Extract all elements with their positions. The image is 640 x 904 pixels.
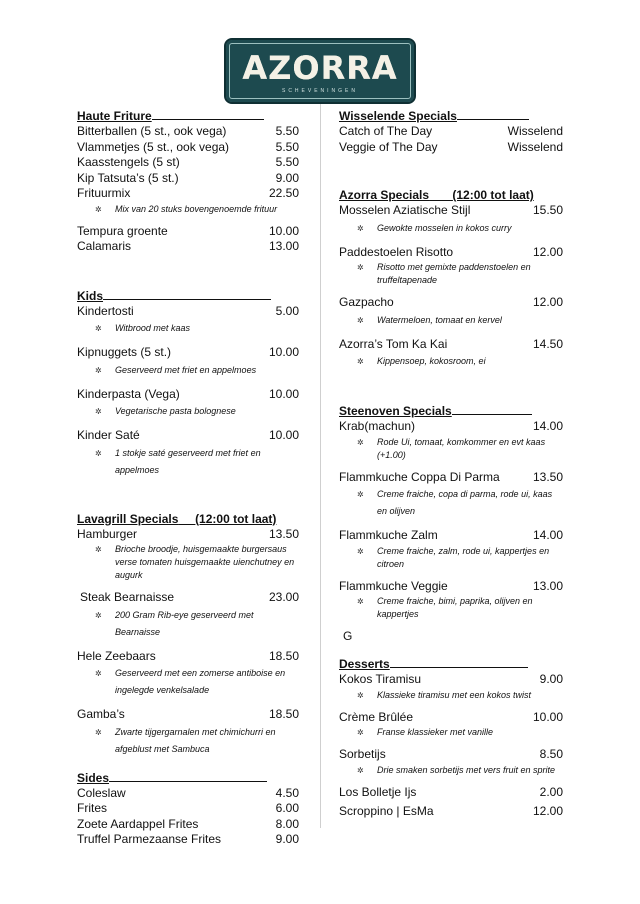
menu-item: Azorra’s Tom Ka Kai 14.50 <box>339 336 563 351</box>
menu-item: Crème Brûlée 10.00 <box>339 709 563 724</box>
item-description: ✲ Creme fraiche, copa di parma, rode ui, kaas en olijven <box>339 486 563 520</box>
item-description: ✲ Drie smaken sorbetijs met vers fruit en sprite <box>357 764 556 775</box>
item-description: ✲ Watermeloen, tomaat en kervel <box>339 312 563 329</box>
menu-item: Calamaris 13.00 <box>77 239 299 253</box>
section-title-haute-friture: Haute Friture <box>77 108 299 124</box>
menu-item: Flammkuche Zalm 14.00 <box>339 528 563 542</box>
section-title-sides: Sides <box>77 770 299 786</box>
item-description: ✲ Kippensoep, kokosroom, ei <box>339 353 563 370</box>
item-description: ✲ Franse klassieker met vanille <box>357 727 494 737</box>
section-title-steenoven: Steenoven Specials <box>339 403 563 419</box>
logo-subtitle: SCHEVENINGEN <box>281 88 358 94</box>
item-description: ✲ Zwarte tijgergarnalen met chimichurri en afgeblust met Sambuca <box>77 724 299 758</box>
leaf-icon: ✲ <box>95 407 102 416</box>
menu-item: Truffel Parmezaanse Frites 9.00 <box>77 832 299 846</box>
item-description: ✲ Creme fraiche, zalm, rode ui, kappertjes en citroen <box>357 545 550 569</box>
menu-item: Steak Bearnaisse 23.00 <box>80 590 299 604</box>
menu-item: Mosselen Aziatische Stijl 15.50 <box>339 203 563 217</box>
section-title-azorra-specials: Azorra Specials (12:00 tot laat) <box>339 188 534 202</box>
menu-item: Krab(machun) 14.00 <box>339 419 563 433</box>
leaf-icon: ✲ <box>357 357 364 366</box>
leaf-icon: ✲ <box>357 546 364 556</box>
column-divider <box>320 104 321 828</box>
menu-right-column <box>339 108 563 820</box>
menu-item: Tempura groente 10.00 <box>77 223 299 238</box>
leaf-icon: ✲ <box>357 490 364 499</box>
menu-item: Gamba’s 18.50 <box>77 707 299 721</box>
menu-item: Kinder Saté 10.00 <box>77 428 299 442</box>
item-description: ✲ Klassieke tiramisu met een kokos twist <box>357 689 532 700</box>
item-description: ✲ Creme fraiche, bimi, paprika, olijven en kappertjes <box>357 596 533 619</box>
stray-letter: G <box>343 629 353 643</box>
leaf-icon: ✲ <box>95 204 102 214</box>
menu-item: Sorbetijs 8.50 <box>339 747 563 761</box>
azorra-logo <box>224 38 416 104</box>
menu-item: Kipnuggets (5 st.) 10.00 <box>77 345 299 359</box>
leaf-icon: ✲ <box>95 727 102 737</box>
leaf-icon: ✲ <box>357 690 364 700</box>
item-description: ✲ 200 Gram Rib-eye geserveerd met Bearnaisse <box>77 607 299 641</box>
item-description: ✲ Risotto met gemixte paddenstoelen en truffeltapenade <box>357 262 531 285</box>
section-title-kids: Kids <box>77 288 299 304</box>
menu-item: Hamburger 13.50 <box>77 526 299 541</box>
section-title-wisselende: Wisselende Specials <box>339 108 563 124</box>
menu-item: Los Bolletje Ijs 2.00 <box>339 784 563 799</box>
leaf-icon: ✲ <box>357 765 364 775</box>
leaf-icon: ✲ <box>357 437 364 447</box>
item-description: ✲ Witbrood met kaas <box>77 320 299 337</box>
menu-item: Vlammetjes (5 st., ook vega) 5.50 <box>77 139 299 154</box>
item-description: ✲ Geserveerd met friet en appelmoes <box>77 362 299 379</box>
menu-item: Kaasstengels (5 st) 5.50 <box>77 155 299 169</box>
item-description: ✲ 1 stokje saté geserveerd met friet en appelmoes <box>77 445 299 479</box>
menu-item: Hele Zeebaars 18.50 <box>77 648 299 663</box>
leaf-icon: ✲ <box>95 365 102 375</box>
menu-item: Veggie of The Day Wisselend <box>339 139 563 154</box>
menu-item: Coleslaw 4.50 <box>77 785 299 800</box>
menu-item: Frites 6.00 <box>77 801 299 815</box>
leaf-icon: ✲ <box>357 223 364 233</box>
item-description: ✲ Mix van 20 stuks bovengenoemde frituur <box>95 203 278 214</box>
leaf-icon: ✲ <box>95 610 102 620</box>
leaf-icon: ✲ <box>95 545 102 554</box>
item-description: ✲ Gewokte mosselen in kokos curry <box>339 220 563 237</box>
menu-item: Kindertosti 5.00 <box>77 303 299 318</box>
item-description: ✲ Geserveerd met een zomerse antiboise en ingelegde venkelsalade <box>77 665 299 699</box>
menu-item: Zoete Aardappel Frites 8.00 <box>77 816 299 831</box>
item-description: ✲ Rode Ui, tomaat, komkommer en evt kaas (+1.00) <box>357 436 546 460</box>
menu-item: Gazpacho 12.00 <box>339 295 563 309</box>
item-description: ✲ Brioche broodje, huisgemaakte burgersaus verse tomaten huisgemaakte uienchutney en augurk <box>95 544 295 580</box>
leaf-icon: ✲ <box>357 728 364 737</box>
menu-item: Catch of The Day Wisselend <box>339 124 563 138</box>
menu-item: Flammkuche Veggie 13.00 <box>339 578 563 593</box>
leaf-icon: ✲ <box>357 597 364 606</box>
leaf-icon: ✲ <box>95 448 102 458</box>
item-description: ✲ Vegetarische pasta bolognese <box>77 403 299 420</box>
menu-item: Kip Tatsuta’s (5 st.) 9.00 <box>77 170 299 185</box>
menu-item: Kokos Tiramisu 9.00 <box>339 672 563 686</box>
menu-item: Paddestoelen Risotto 12.00 <box>339 244 563 259</box>
menu-left-column <box>77 108 299 848</box>
menu-item: Bitterballen (5 st., ook vega) 5.50 <box>77 124 299 138</box>
section-title-desserts: Desserts <box>339 656 563 672</box>
menu-item: Kinderpasta (Vega) 10.00 <box>77 386 299 401</box>
leaf-icon: ✲ <box>357 315 364 325</box>
menu-item: Flammkuche Coppa Di Parma 13.50 <box>339 469 563 484</box>
logo-wordmark: AZORRA <box>242 49 398 87</box>
section-title-lavagrill: Lavagrill Specials (12:00 tot laat) <box>77 511 277 526</box>
menu-item: Scroppino | EsMa 12.00 <box>339 804 563 818</box>
menu-item: Frituurmix 22.50 <box>77 186 299 200</box>
leaf-icon: ✲ <box>95 324 102 333</box>
leaf-icon: ✲ <box>95 669 102 678</box>
leaf-icon: ✲ <box>357 263 364 272</box>
